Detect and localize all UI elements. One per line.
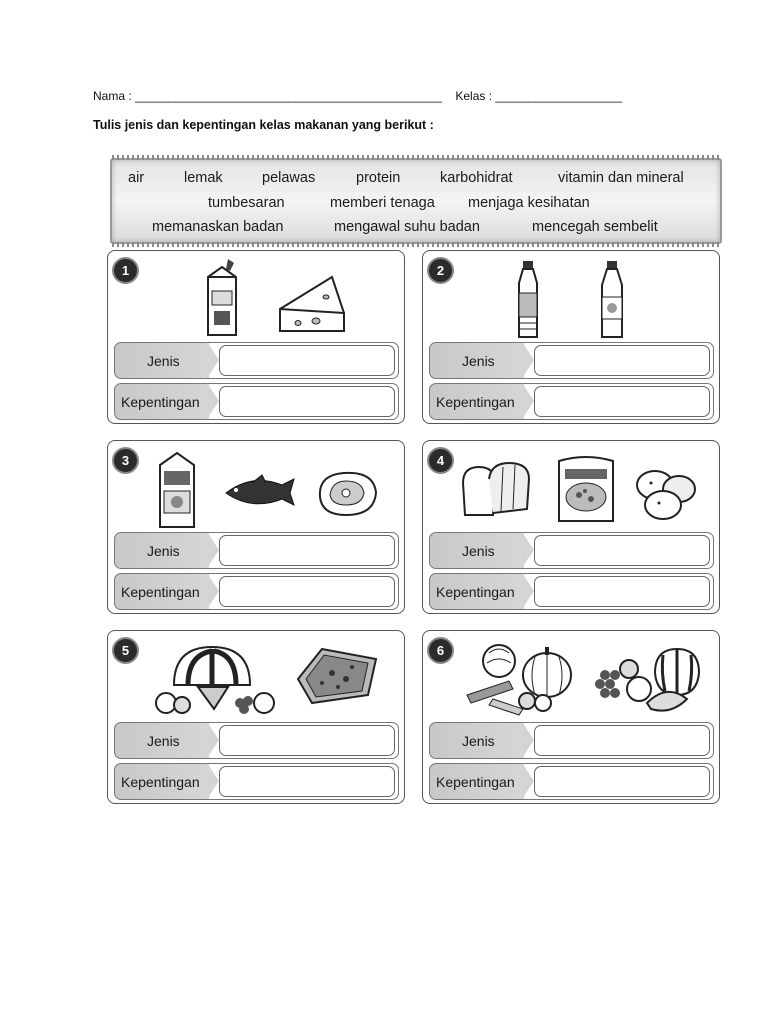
word-bank-item: memanaskan badan xyxy=(152,219,284,235)
card-number-badge: 1 xyxy=(112,257,139,284)
card-number-badge: 4 xyxy=(427,447,454,474)
card-pictures xyxy=(148,635,398,717)
word-bank-item: tumbesaran xyxy=(208,195,285,211)
importance-answer-row xyxy=(114,383,399,420)
type-label: Jenis xyxy=(147,543,180,559)
type-label: Jenis xyxy=(462,353,495,369)
importance-answer-field[interactable] xyxy=(219,386,395,417)
word-bank-item: mencegah sembelit xyxy=(532,219,658,235)
cheese-icon xyxy=(276,273,348,335)
importance-answer-field[interactable] xyxy=(534,386,710,417)
vegetables-icon xyxy=(463,639,583,717)
type-answer-field[interactable] xyxy=(219,345,395,376)
word-bank-item: memberi tenaga xyxy=(330,195,435,211)
type-answer-field[interactable] xyxy=(534,345,710,376)
importance-answer-field[interactable] xyxy=(219,576,395,607)
type-answer-row xyxy=(429,342,714,379)
student-info-line xyxy=(93,89,622,103)
type-answer-field[interactable] xyxy=(219,725,395,756)
card-pictures xyxy=(148,445,398,527)
type-answer-row xyxy=(114,722,399,759)
importance-label: Kepentingan xyxy=(436,394,515,410)
name-field-label[interactable]: Nama : ______________________________________________ xyxy=(93,89,443,103)
word-bank-item: karbohidrat xyxy=(440,170,513,186)
type-answer-row xyxy=(429,532,714,569)
card-number-badge: 3 xyxy=(112,447,139,474)
food-card-6 xyxy=(422,630,720,804)
type-answer-row xyxy=(114,532,399,569)
type-label: Jenis xyxy=(147,353,180,369)
type-answer-row xyxy=(429,722,714,759)
word-bank-item: vitamin dan mineral xyxy=(558,170,684,186)
card-number-badge: 2 xyxy=(427,257,454,284)
importance-answer-row xyxy=(429,383,714,420)
type-answer-field[interactable] xyxy=(534,535,710,566)
type-answer-field[interactable] xyxy=(219,535,395,566)
fish-icon xyxy=(222,471,296,511)
importance-answer-row xyxy=(114,763,399,800)
food-card-5 xyxy=(107,630,405,804)
importance-label: Kepentingan xyxy=(121,584,200,600)
type-label: Jenis xyxy=(462,543,495,559)
wholegrain-bread-icon xyxy=(292,643,382,709)
importance-label: Kepentingan xyxy=(121,394,200,410)
word-bank-item: pelawas xyxy=(262,170,316,186)
food-card-3 xyxy=(107,440,405,614)
butter-icon xyxy=(198,257,246,337)
card-pictures xyxy=(463,445,713,527)
instruction-text: Tulis jenis dan kepentingan kelas makanan yang berikut : xyxy=(93,118,434,132)
word-bank-item: mengawal suhu badan xyxy=(334,219,480,235)
word-bank-item: protein xyxy=(356,170,401,186)
bread-icon xyxy=(459,457,535,519)
word-bank xyxy=(110,158,722,244)
word-bank-item: menjaga kesihatan xyxy=(468,195,590,211)
type-label: Jenis xyxy=(147,733,180,749)
potato-icon xyxy=(633,463,699,523)
card-pictures xyxy=(463,255,713,337)
food-card-4 xyxy=(422,440,720,614)
oil-bottle-icon xyxy=(597,259,627,339)
importance-answer-field[interactable] xyxy=(534,576,710,607)
food-card-1 xyxy=(107,250,405,424)
importance-answer-row xyxy=(114,573,399,610)
food-card-2 xyxy=(422,250,720,424)
oil-bottle-icon xyxy=(513,259,543,339)
card-number-badge: 6 xyxy=(427,637,454,664)
importance-answer-row xyxy=(429,763,714,800)
type-answer-row xyxy=(114,342,399,379)
importance-answer-field[interactable] xyxy=(534,766,710,797)
type-answer-field[interactable] xyxy=(534,725,710,756)
milk-carton-icon xyxy=(154,449,200,529)
cereal-icon xyxy=(553,451,619,525)
card-number-badge: 5 xyxy=(112,637,139,664)
class-field-label[interactable]: Kelas : ___________________ xyxy=(455,89,623,103)
importance-answer-field[interactable] xyxy=(219,766,395,797)
word-bank-item: lemak xyxy=(184,170,223,186)
card-pictures xyxy=(463,635,713,717)
fruits-icon xyxy=(148,641,278,717)
importance-label: Kepentingan xyxy=(436,774,515,790)
importance-label: Kepentingan xyxy=(436,584,515,600)
importance-label: Kepentingan xyxy=(121,774,200,790)
meat-icon xyxy=(314,467,380,519)
word-bank-item: air xyxy=(128,170,145,186)
card-pictures xyxy=(148,255,398,337)
importance-answer-row xyxy=(429,573,714,610)
fruit-basket-icon xyxy=(593,639,703,717)
type-label: Jenis xyxy=(462,733,495,749)
